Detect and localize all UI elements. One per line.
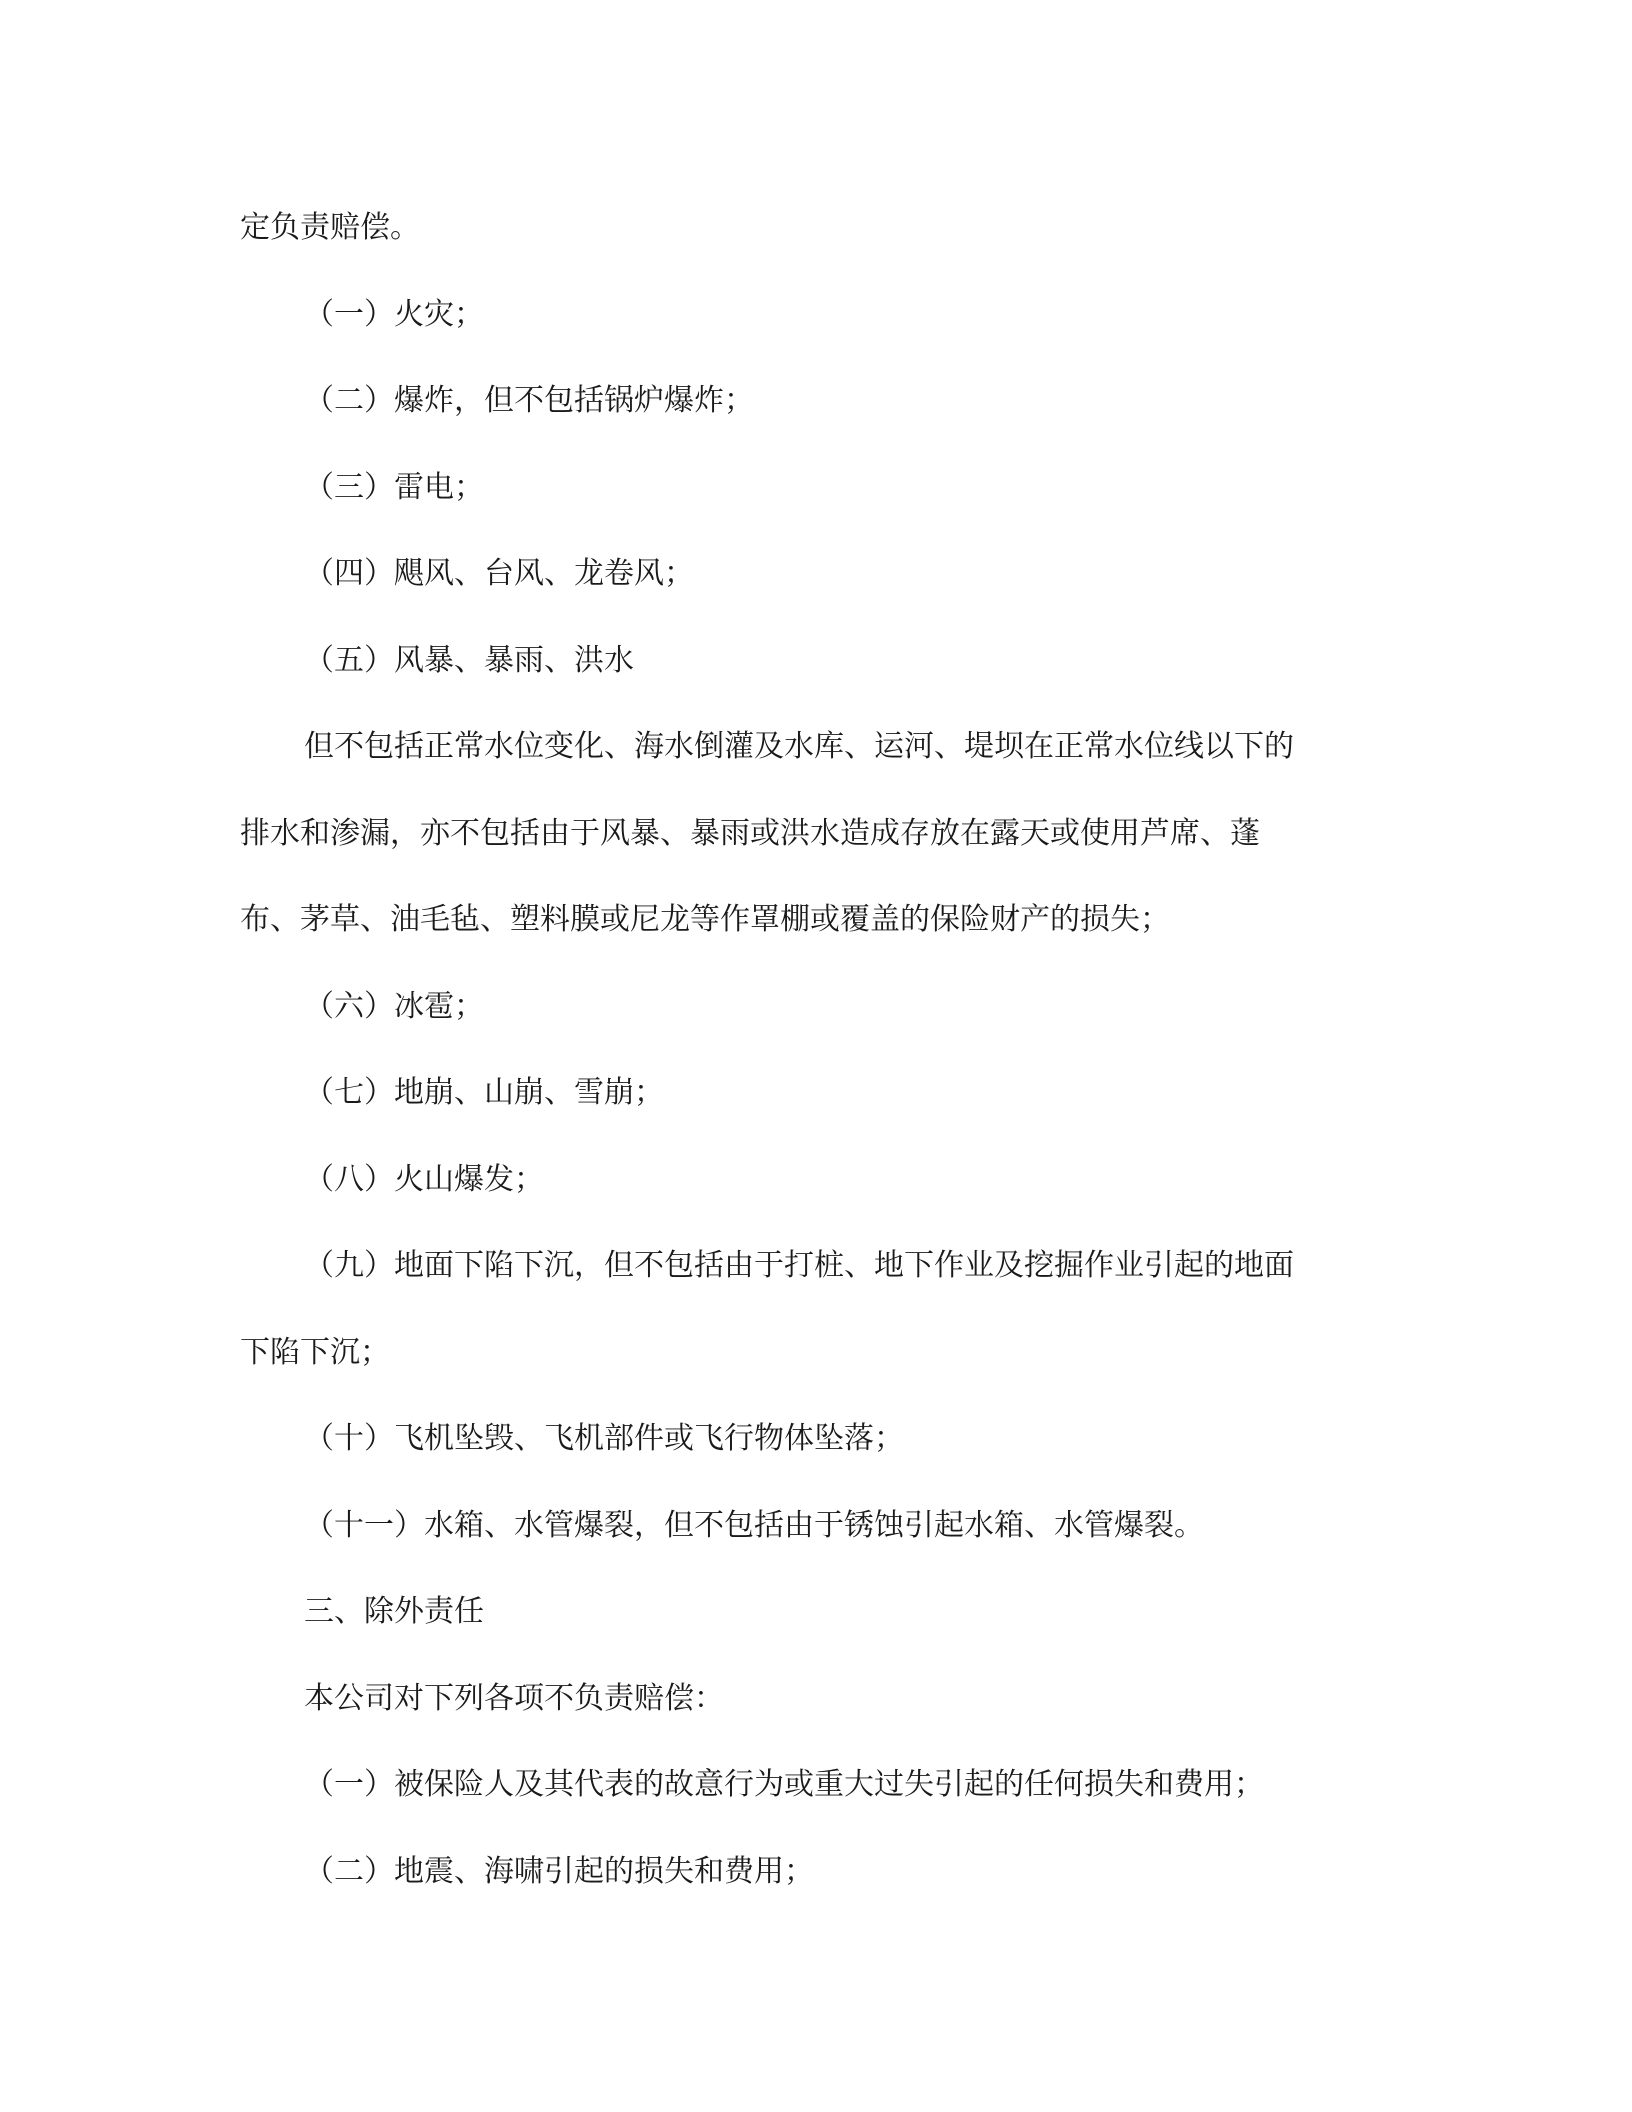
paragraph-line: 下陷下沉；: [240, 1334, 390, 1370]
list-item-landslide: （七）地崩、山崩、雪崩；: [304, 1075, 664, 1110]
list-item-intentional-act: （一）被保险人及其代表的故意行为或重大过失引起的任何损失和费用；: [304, 1767, 1264, 1802]
paragraph-line: 排水和渗漏，亦不包括由于风暴、暴雨或洪水造成存放在露天或使用芦席、蓬: [240, 815, 1260, 851]
list-item-earthquake: （二）地震、海啸引起的损失和费用；: [304, 1853, 814, 1889]
list-item-subsidence: （九）地面下陷下沉，但不包括由于打桩、地下作业及挖掘作业引起的地面: [304, 1248, 1294, 1283]
document-body: [240, 185, 1360, 1915]
paragraph-line: 定负责赔偿。: [240, 210, 420, 245]
list-item-storm: （五）风暴、暴雨、洪水: [304, 642, 634, 678]
paragraph-line: 布、茅草、油毛毡、塑料膜或尼龙等作罩棚或覆盖的保险财产的损失；: [240, 902, 1170, 937]
list-item-lightning: （三）雷电；: [304, 469, 484, 505]
paragraph-line: 但不包括正常水位变化、海水倒灌及水库、运河、堤坝在正常水位线以下的: [304, 729, 1294, 764]
list-item-typhoon: （四）飓风、台风、龙卷风；: [304, 556, 694, 591]
list-item-aircraft: （十）飞机坠毁、飞机部件或飞行物体坠落；: [304, 1421, 904, 1456]
list-item-hail: （六）冰雹；: [304, 988, 484, 1024]
list-item-explosion: （二）爆炸，但不包括锅炉爆炸；: [304, 383, 754, 418]
list-item-volcano: （八）火山爆发；: [304, 1161, 544, 1197]
paragraph-line: 本公司对下列各项不负责赔偿：: [304, 1680, 724, 1716]
list-item-fire: （一）火灾；: [304, 296, 484, 332]
list-item-water-tank: （十一）水箱、水管爆裂，但不包括由于锈蚀引起水箱、水管爆裂。: [304, 1507, 1204, 1543]
section-heading: 三、除外责任: [304, 1594, 484, 1629]
